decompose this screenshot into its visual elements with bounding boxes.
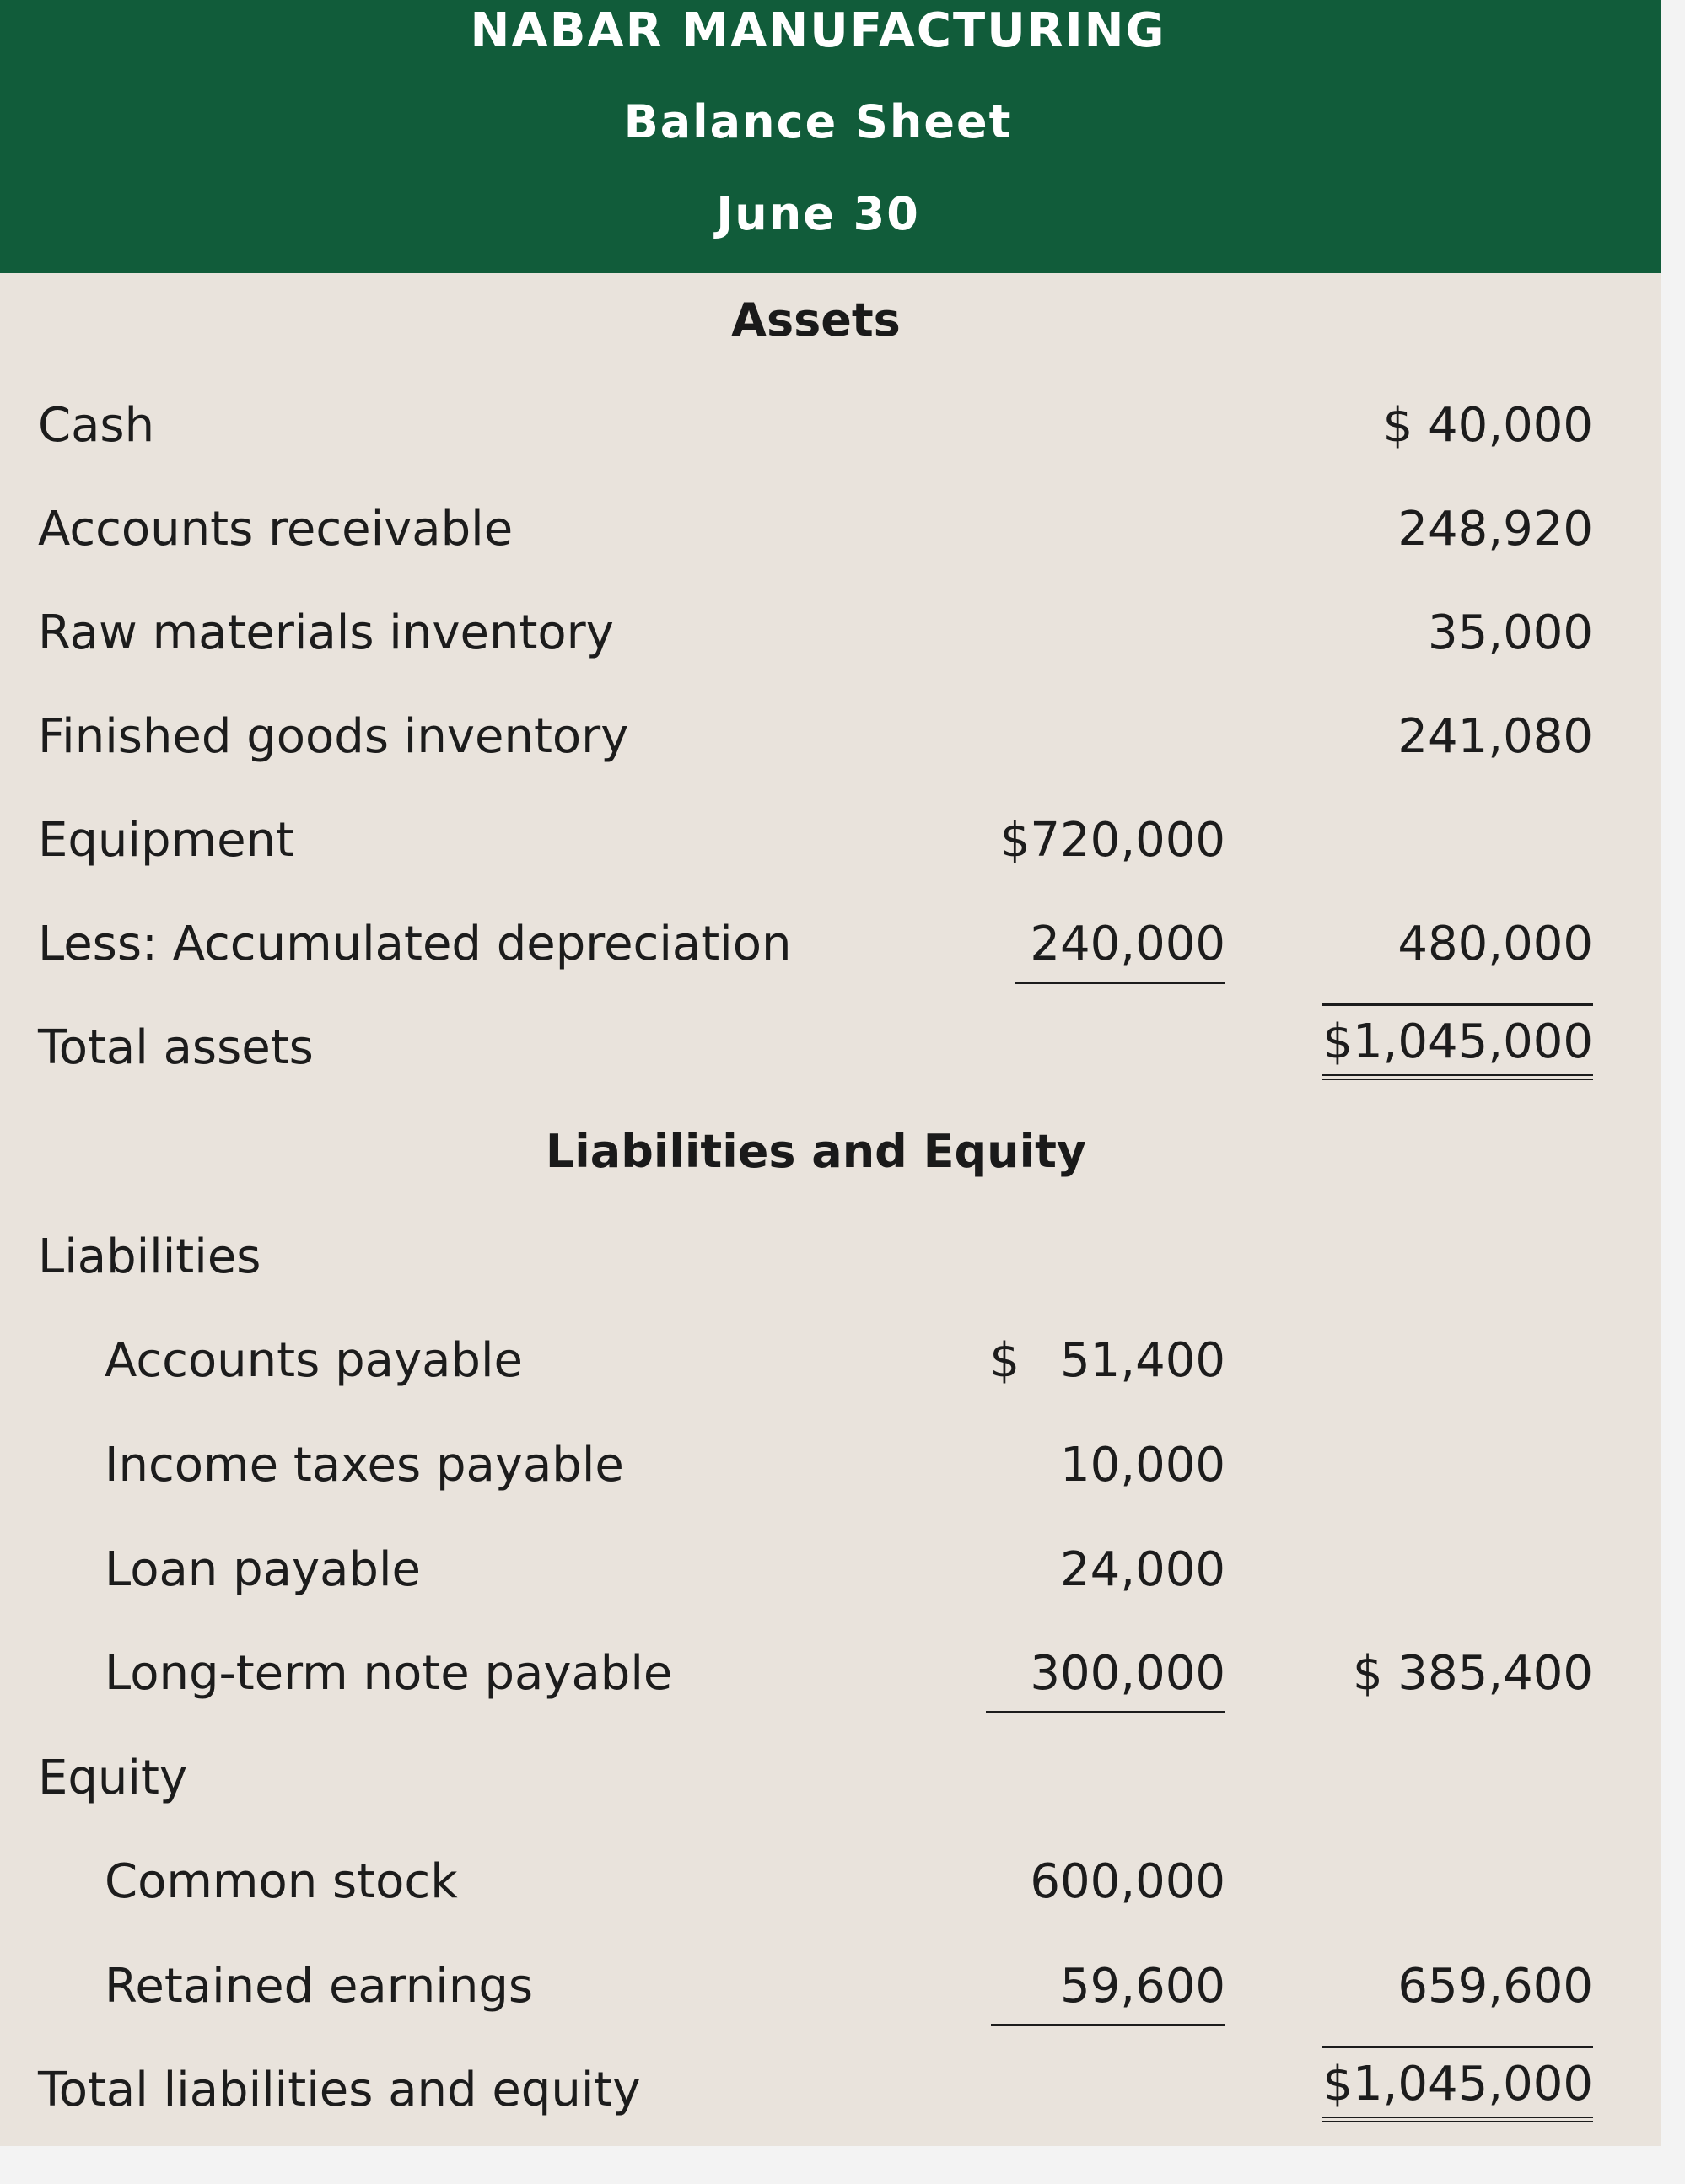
row-label: Liabilities bbox=[38, 1229, 261, 1284]
row-mid-value: 600,000 bbox=[1030, 1854, 1225, 1909]
row-label: Income taxes payable bbox=[105, 1438, 624, 1493]
row-income-taxes-payable bbox=[0, 1438, 1661, 1522]
row-accumulated-depreciation bbox=[0, 917, 1661, 1001]
row-mid-amount: 51,400 bbox=[1060, 1333, 1225, 1388]
row-label: Total assets bbox=[38, 1020, 314, 1075]
statement-title: Balance Sheet bbox=[623, 95, 1013, 148]
statement-date: June 30 bbox=[716, 187, 920, 240]
row-right-value: 248,920 bbox=[1397, 502, 1593, 557]
row-mid-value: $720,000 bbox=[999, 813, 1225, 868]
company-name: NABAR MANUFACTURING bbox=[470, 3, 1166, 58]
row-total-assets bbox=[0, 1014, 1661, 1105]
row-label: Finished goods inventory bbox=[38, 709, 629, 764]
row-label: Raw materials inventory bbox=[38, 605, 614, 660]
row-total-liabilities-equity bbox=[0, 2057, 1661, 2147]
row-label: Long-term note payable bbox=[105, 1646, 673, 1701]
row-common-stock bbox=[0, 1854, 1661, 1939]
row-label: Equity bbox=[38, 1751, 188, 1805]
row-mid-value: 59,600 bbox=[991, 1959, 1225, 2026]
row-accounts-payable bbox=[0, 1333, 1661, 1417]
row-label: Total liabilities and equity bbox=[38, 2063, 641, 2117]
row-right-value: $ 40,000 bbox=[1382, 398, 1593, 453]
row-right-value: $ 385,400 bbox=[1352, 1646, 1593, 1701]
row-accounts-receivable bbox=[0, 502, 1661, 586]
header-band bbox=[0, 0, 1661, 273]
row-label: Less: Accumulated depreciation bbox=[38, 917, 792, 971]
row-right-value: 241,080 bbox=[1397, 709, 1593, 764]
liabilities-equity-section-title: Liabilities and Equity bbox=[545, 1125, 1087, 1178]
row-label: Cash bbox=[38, 398, 155, 453]
row-equipment bbox=[0, 813, 1661, 897]
row-raw-materials bbox=[0, 605, 1661, 690]
row-finished-goods bbox=[0, 709, 1661, 793]
row-right-value: 35,000 bbox=[1428, 605, 1593, 660]
row-mid-value: 240,000 bbox=[1015, 917, 1225, 984]
row-mid-value: 300,000 bbox=[986, 1646, 1225, 1713]
row-right-value: 659,600 bbox=[1397, 1959, 1593, 2014]
row-right-value: $1,045,000 bbox=[1322, 2046, 1593, 2122]
row-label: Retained earnings bbox=[105, 1959, 534, 2014]
row-right-value: $1,045,000 bbox=[1322, 1003, 1593, 1080]
row-mid-value bbox=[974, 1333, 1225, 1398]
row-mid-value: 10,000 bbox=[1060, 1438, 1225, 1493]
row-label: Loan payable bbox=[105, 1542, 421, 1597]
row-long-term-note bbox=[0, 1646, 1661, 1730]
row-equity-heading bbox=[0, 1751, 1661, 1835]
row-liabilities-heading bbox=[0, 1229, 1661, 1314]
row-label: Equipment bbox=[38, 813, 294, 868]
row-cash bbox=[0, 398, 1661, 482]
assets-section-title: Assets bbox=[731, 293, 901, 347]
row-right-value: 480,000 bbox=[1397, 917, 1593, 971]
row-mid-value: 24,000 bbox=[1060, 1542, 1225, 1597]
row-label: Accounts payable bbox=[105, 1333, 523, 1388]
row-retained-earnings bbox=[0, 1959, 1661, 2043]
currency-symbol: $ bbox=[989, 1333, 1020, 1388]
row-label: Common stock bbox=[105, 1854, 458, 1909]
row-label: Accounts receivable bbox=[38, 502, 514, 557]
row-loan-payable bbox=[0, 1542, 1661, 1627]
